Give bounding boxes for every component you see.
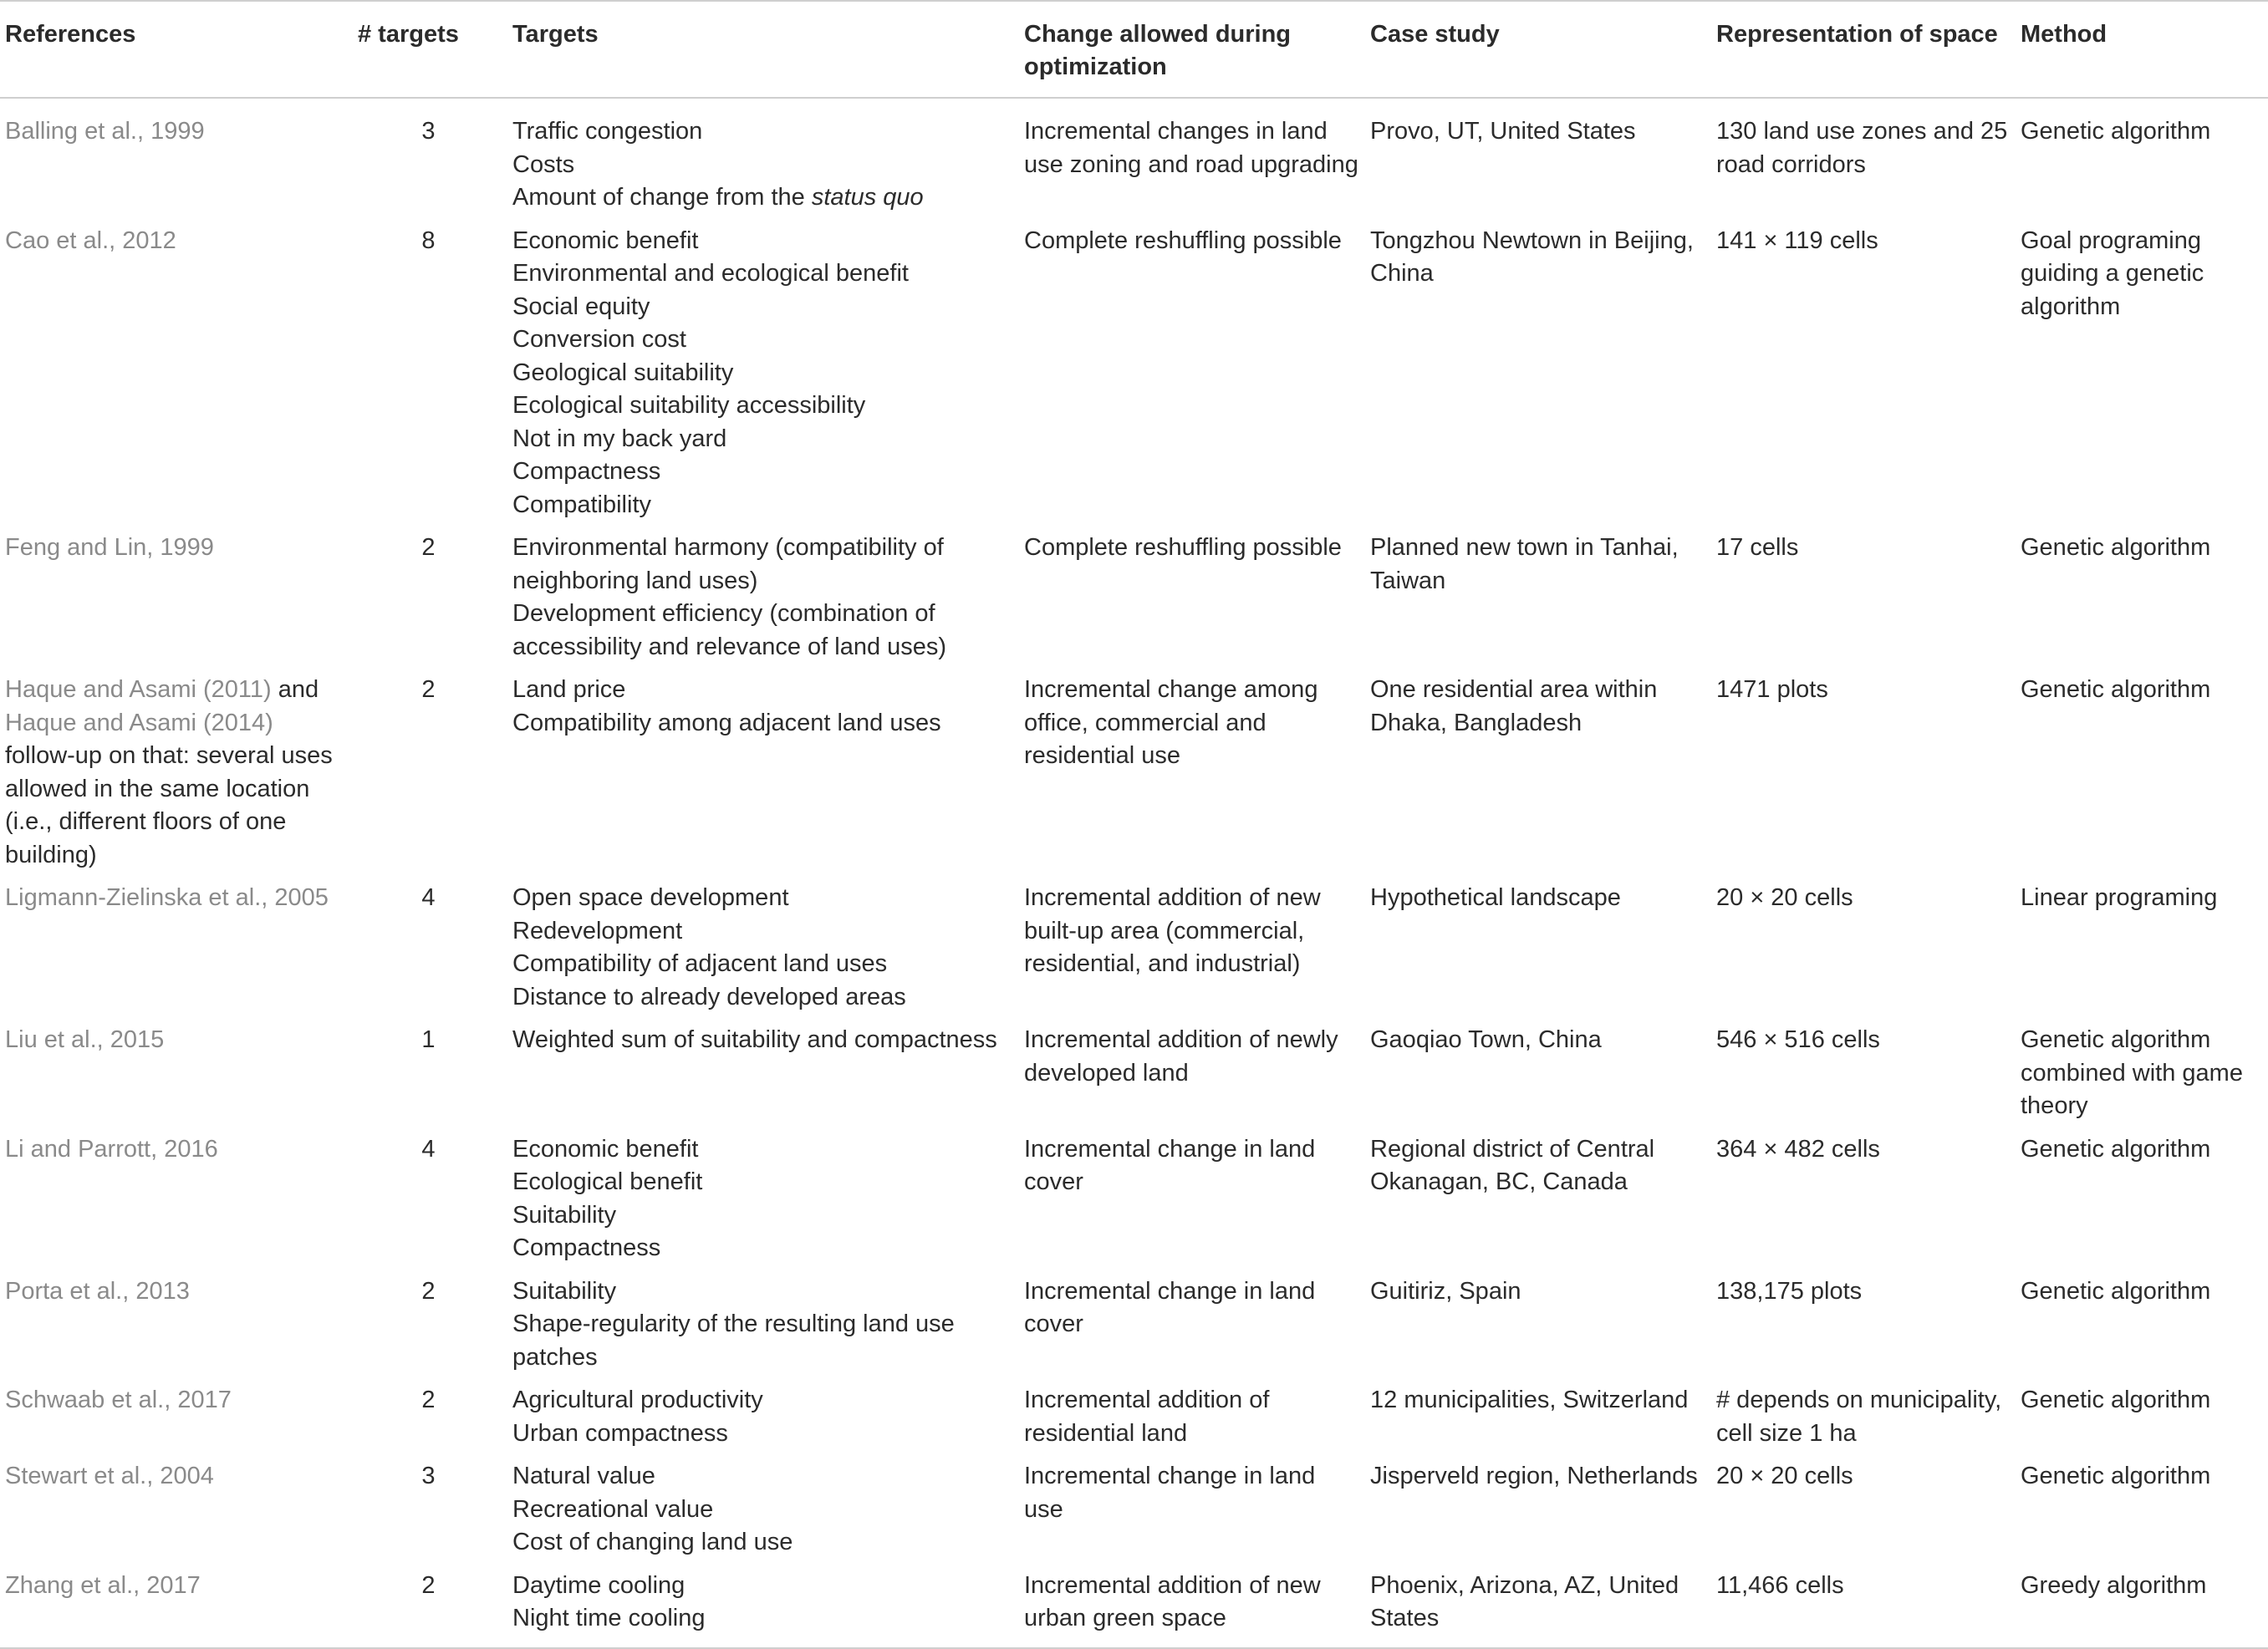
table-row — [0, 1130, 2268, 1272]
target-item — [512, 181, 1014, 215]
method-cell: Genetic algorithm — [2021, 1135, 2211, 1163]
representation-cell: 20 × 20 cells — [1716, 884, 1853, 911]
targets-cell — [507, 1020, 1019, 1130]
target-count-cell: 3 — [421, 1463, 436, 1489]
change-cell: Incremental change in land use — [1024, 1463, 1316, 1523]
method-cell: Goal programing guiding a genetic algorithm — [2021, 226, 2204, 320]
change-cell: Complete reshuffling possible — [1024, 534, 1342, 561]
method-cell: Genetic algorithm — [2021, 1277, 2211, 1305]
table-row — [0, 221, 2268, 529]
reference-cell — [0, 98, 349, 221]
reference-link[interactable]: Li and Parrott, 2016 — [5, 1135, 218, 1163]
target-count-cell: 2 — [421, 1277, 436, 1305]
targets-cell — [507, 1457, 1019, 1566]
target-item: Compatibility — [512, 491, 651, 518]
target-count-cell: 2 — [421, 676, 436, 703]
target-item: Compatibility among adjacent land uses — [512, 709, 941, 736]
target-item: Weighted sum of suitability and compactness — [512, 1026, 997, 1053]
table-row — [0, 528, 2268, 670]
method-cell: Genetic algorithm — [2021, 1463, 2211, 1489]
case-study-cell: Provo, UT, United States — [1370, 118, 1636, 145]
table-header — [0, 1, 2268, 98]
target-item: Compactness — [512, 458, 661, 485]
method-cell: Linear programing — [2021, 884, 2218, 911]
method-cell: Genetic algorithm — [2021, 676, 2211, 703]
change-cell: Incremental change in land cover — [1024, 1277, 1316, 1337]
case-study-cell: Phoenix, Arizona, AZ, United States — [1370, 1571, 1679, 1631]
target-item: Development efficiency (combination of accessibility and relevance of land uses) — [512, 600, 947, 660]
target-item: Distance to already developed areas — [512, 983, 906, 1010]
target-item: Shape-regularity of the resulting land use patches — [512, 1311, 955, 1371]
header-case-study: Case study — [1370, 21, 1500, 48]
target-item: Land price — [512, 676, 626, 703]
representation-cell: 20 × 20 cells — [1716, 1463, 1853, 1489]
target-count-cell: 4 — [421, 1135, 436, 1163]
target-item: Ecological suitability accessibility — [512, 392, 866, 419]
reference-link[interactable]: Liu et al., 2015 — [5, 1026, 165, 1053]
case-study-cell: Gaoqiao Town, China — [1370, 1026, 1602, 1053]
targets-cell — [507, 1566, 1019, 1648]
target-count-cell: 2 — [421, 534, 436, 561]
change-cell: Incremental change among office, commercial and residential use — [1024, 676, 1318, 769]
change-cell: Incremental addition of newly developed land — [1024, 1026, 1338, 1087]
reference-text: follow-up on that: several uses allowed in the same location (i.e., different floors of one building) — [5, 742, 333, 868]
target-item: Economic benefit — [512, 1135, 699, 1163]
method-cell: Greedy algorithm — [2021, 1571, 2207, 1599]
target-item: Compatibility of adjacent land uses — [512, 950, 888, 977]
method-cell: Genetic algorithm — [2021, 118, 2211, 145]
target-item: Agricultural productivity — [512, 1387, 763, 1413]
target-item: Conversion cost — [512, 326, 686, 353]
reference-cell — [0, 1130, 349, 1272]
target-item: Ecological benefit — [512, 1168, 703, 1195]
change-cell: Complete reshuffling possible — [1024, 226, 1342, 254]
header-change: Change allowed during optimization — [1024, 21, 1292, 80]
change-cell: Incremental change in land cover — [1024, 1135, 1316, 1195]
reference-link[interactable]: Balling et al., 1999 — [5, 118, 205, 145]
header-references: References — [5, 21, 136, 48]
target-item: Urban compactness — [512, 1419, 728, 1447]
case-study-cell: Guitiriz, Spain — [1370, 1277, 1521, 1305]
case-study-cell: Hypothetical landscape — [1370, 884, 1621, 911]
method-cell: Genetic algorithm — [2021, 534, 2211, 561]
header-method: Method — [2021, 21, 2107, 48]
target-item: Geological suitability — [512, 359, 734, 386]
reference-link[interactable]: Feng and Lin, 1999 — [5, 534, 214, 561]
change-cell: Incremental changes in land use zoning and road upgrading — [1024, 118, 1358, 178]
case-study-cell: One residential area within Dhaka, Bangladesh — [1370, 676, 1658, 736]
representation-cell: 141 × 119 cells — [1716, 226, 1878, 254]
table-row — [0, 1272, 2268, 1382]
targets-cell — [507, 1381, 1019, 1457]
target-item: Traffic congestion — [512, 118, 703, 145]
table-row — [0, 1566, 2268, 1648]
target-item: Open space development — [512, 884, 789, 911]
target-item: Economic benefit — [512, 226, 699, 254]
reference-cell — [0, 221, 349, 529]
reference-link[interactable]: Haque and Asami (2014) — [5, 709, 273, 736]
target-item: Recreational value — [512, 1495, 714, 1523]
reference-cell — [0, 878, 349, 1020]
target-count-cell: 2 — [421, 1571, 436, 1599]
representation-cell: 138,175 plots — [1716, 1277, 1863, 1305]
targets-cell — [507, 98, 1019, 221]
reference-text: and — [271, 676, 319, 703]
method-cell: Genetic algorithm combined with game theory — [2021, 1026, 2243, 1119]
target-item: Natural value — [512, 1463, 655, 1489]
case-study-cell: Regional district of Central Okanagan, BC, Canada — [1370, 1135, 1655, 1195]
target-text: Amount of change from the — [512, 184, 812, 211]
reference-cell — [0, 670, 349, 878]
change-cell: Incremental addition of residential land — [1024, 1387, 1270, 1447]
target-count-cell: 1 — [421, 1026, 436, 1053]
targets-cell — [507, 670, 1019, 878]
reference-link[interactable]: Schwaab et al., 2017 — [5, 1387, 232, 1413]
target-item: Not in my back yard — [512, 425, 727, 452]
reference-cell — [0, 1381, 349, 1457]
header-n-targets: # targets — [358, 21, 459, 48]
targets-cell — [507, 221, 1019, 529]
target-item: Night time cooling — [512, 1605, 706, 1631]
reference-link[interactable]: Cao et al., 2012 — [5, 226, 176, 254]
table-row — [0, 1381, 2268, 1457]
representation-cell: 130 land use zones and 25 road corridors — [1716, 118, 2008, 178]
case-study-cell: Jisperveld region, Netherlands — [1370, 1463, 1698, 1489]
target-item: Compactness — [512, 1234, 661, 1261]
case-study-cell: 12 municipalities, Switzerland — [1370, 1387, 1689, 1413]
target-count-cell: 4 — [421, 884, 436, 911]
representation-cell: 546 × 516 cells — [1716, 1026, 1880, 1053]
table-row — [0, 1020, 2268, 1130]
targets-cell — [507, 1272, 1019, 1382]
case-study-cell: Tongzhou Newtown in Beijing, China — [1370, 226, 1694, 287]
header-representation: Representation of space — [1716, 21, 1998, 48]
reference-link[interactable]: Ligmann-Zielinska et al., 2005 — [5, 884, 329, 911]
method-cell: Genetic algorithm — [2021, 1387, 2211, 1413]
change-cell: Incremental addition of new built-up area (commercial, residential, and industrial) — [1024, 884, 1321, 977]
reference-cell — [0, 1272, 349, 1382]
target-item: Daytime cooling — [512, 1571, 685, 1599]
target-count-cell: 8 — [421, 226, 436, 254]
reference-link[interactable]: Zhang et al., 2017 — [5, 1571, 201, 1599]
target-item: Costs — [512, 150, 575, 178]
target-item: Environmental harmony (compatibility of neighboring land uses) — [512, 534, 944, 594]
representation-cell: 1471 plots — [1716, 676, 1828, 703]
table-row — [0, 1457, 2268, 1566]
reference-cell — [0, 1566, 349, 1648]
reference-link[interactable]: Haque and Asami (2011) — [5, 676, 272, 703]
reference-link[interactable]: Stewart et al., 2004 — [5, 1463, 214, 1489]
representation-cell: 17 cells — [1716, 534, 1799, 561]
targets-cell — [507, 1130, 1019, 1272]
target-count-cell: 3 — [421, 118, 436, 145]
table-body — [0, 98, 2268, 1648]
table-row — [0, 670, 2268, 878]
target-item: Social equity — [512, 293, 650, 320]
target-item: Cost of changing land use — [512, 1529, 793, 1555]
table-row — [0, 878, 2268, 1020]
target-item: Suitability — [512, 1277, 617, 1305]
representation-cell: 11,466 cells — [1716, 1571, 1844, 1599]
header-row — [0, 1, 2268, 98]
targets-cell — [507, 528, 1019, 670]
header-targets: Targets — [512, 21, 599, 48]
target-item: Redevelopment — [512, 917, 683, 944]
reference-cell — [0, 528, 349, 670]
reference-link[interactable]: Porta et al., 2013 — [5, 1277, 190, 1305]
representation-cell: # depends on municipality, cell size 1 ha — [1716, 1387, 2002, 1447]
case-study-cell: Planned new town in Tanhai, Taiwan — [1370, 534, 1679, 594]
target-item: Suitability — [512, 1201, 617, 1229]
targets-cell — [507, 878, 1019, 1020]
representation-cell: 364 × 482 cells — [1716, 1135, 1880, 1163]
table-row — [0, 98, 2268, 221]
target-item: Environmental and ecological benefit — [512, 260, 909, 287]
target-count-cell: 2 — [421, 1387, 436, 1413]
change-cell: Incremental addition of new urban green space — [1024, 1571, 1321, 1631]
reference-cell — [0, 1020, 349, 1130]
target-italic-text: status quo — [811, 184, 924, 211]
reference-cell — [0, 1457, 349, 1566]
